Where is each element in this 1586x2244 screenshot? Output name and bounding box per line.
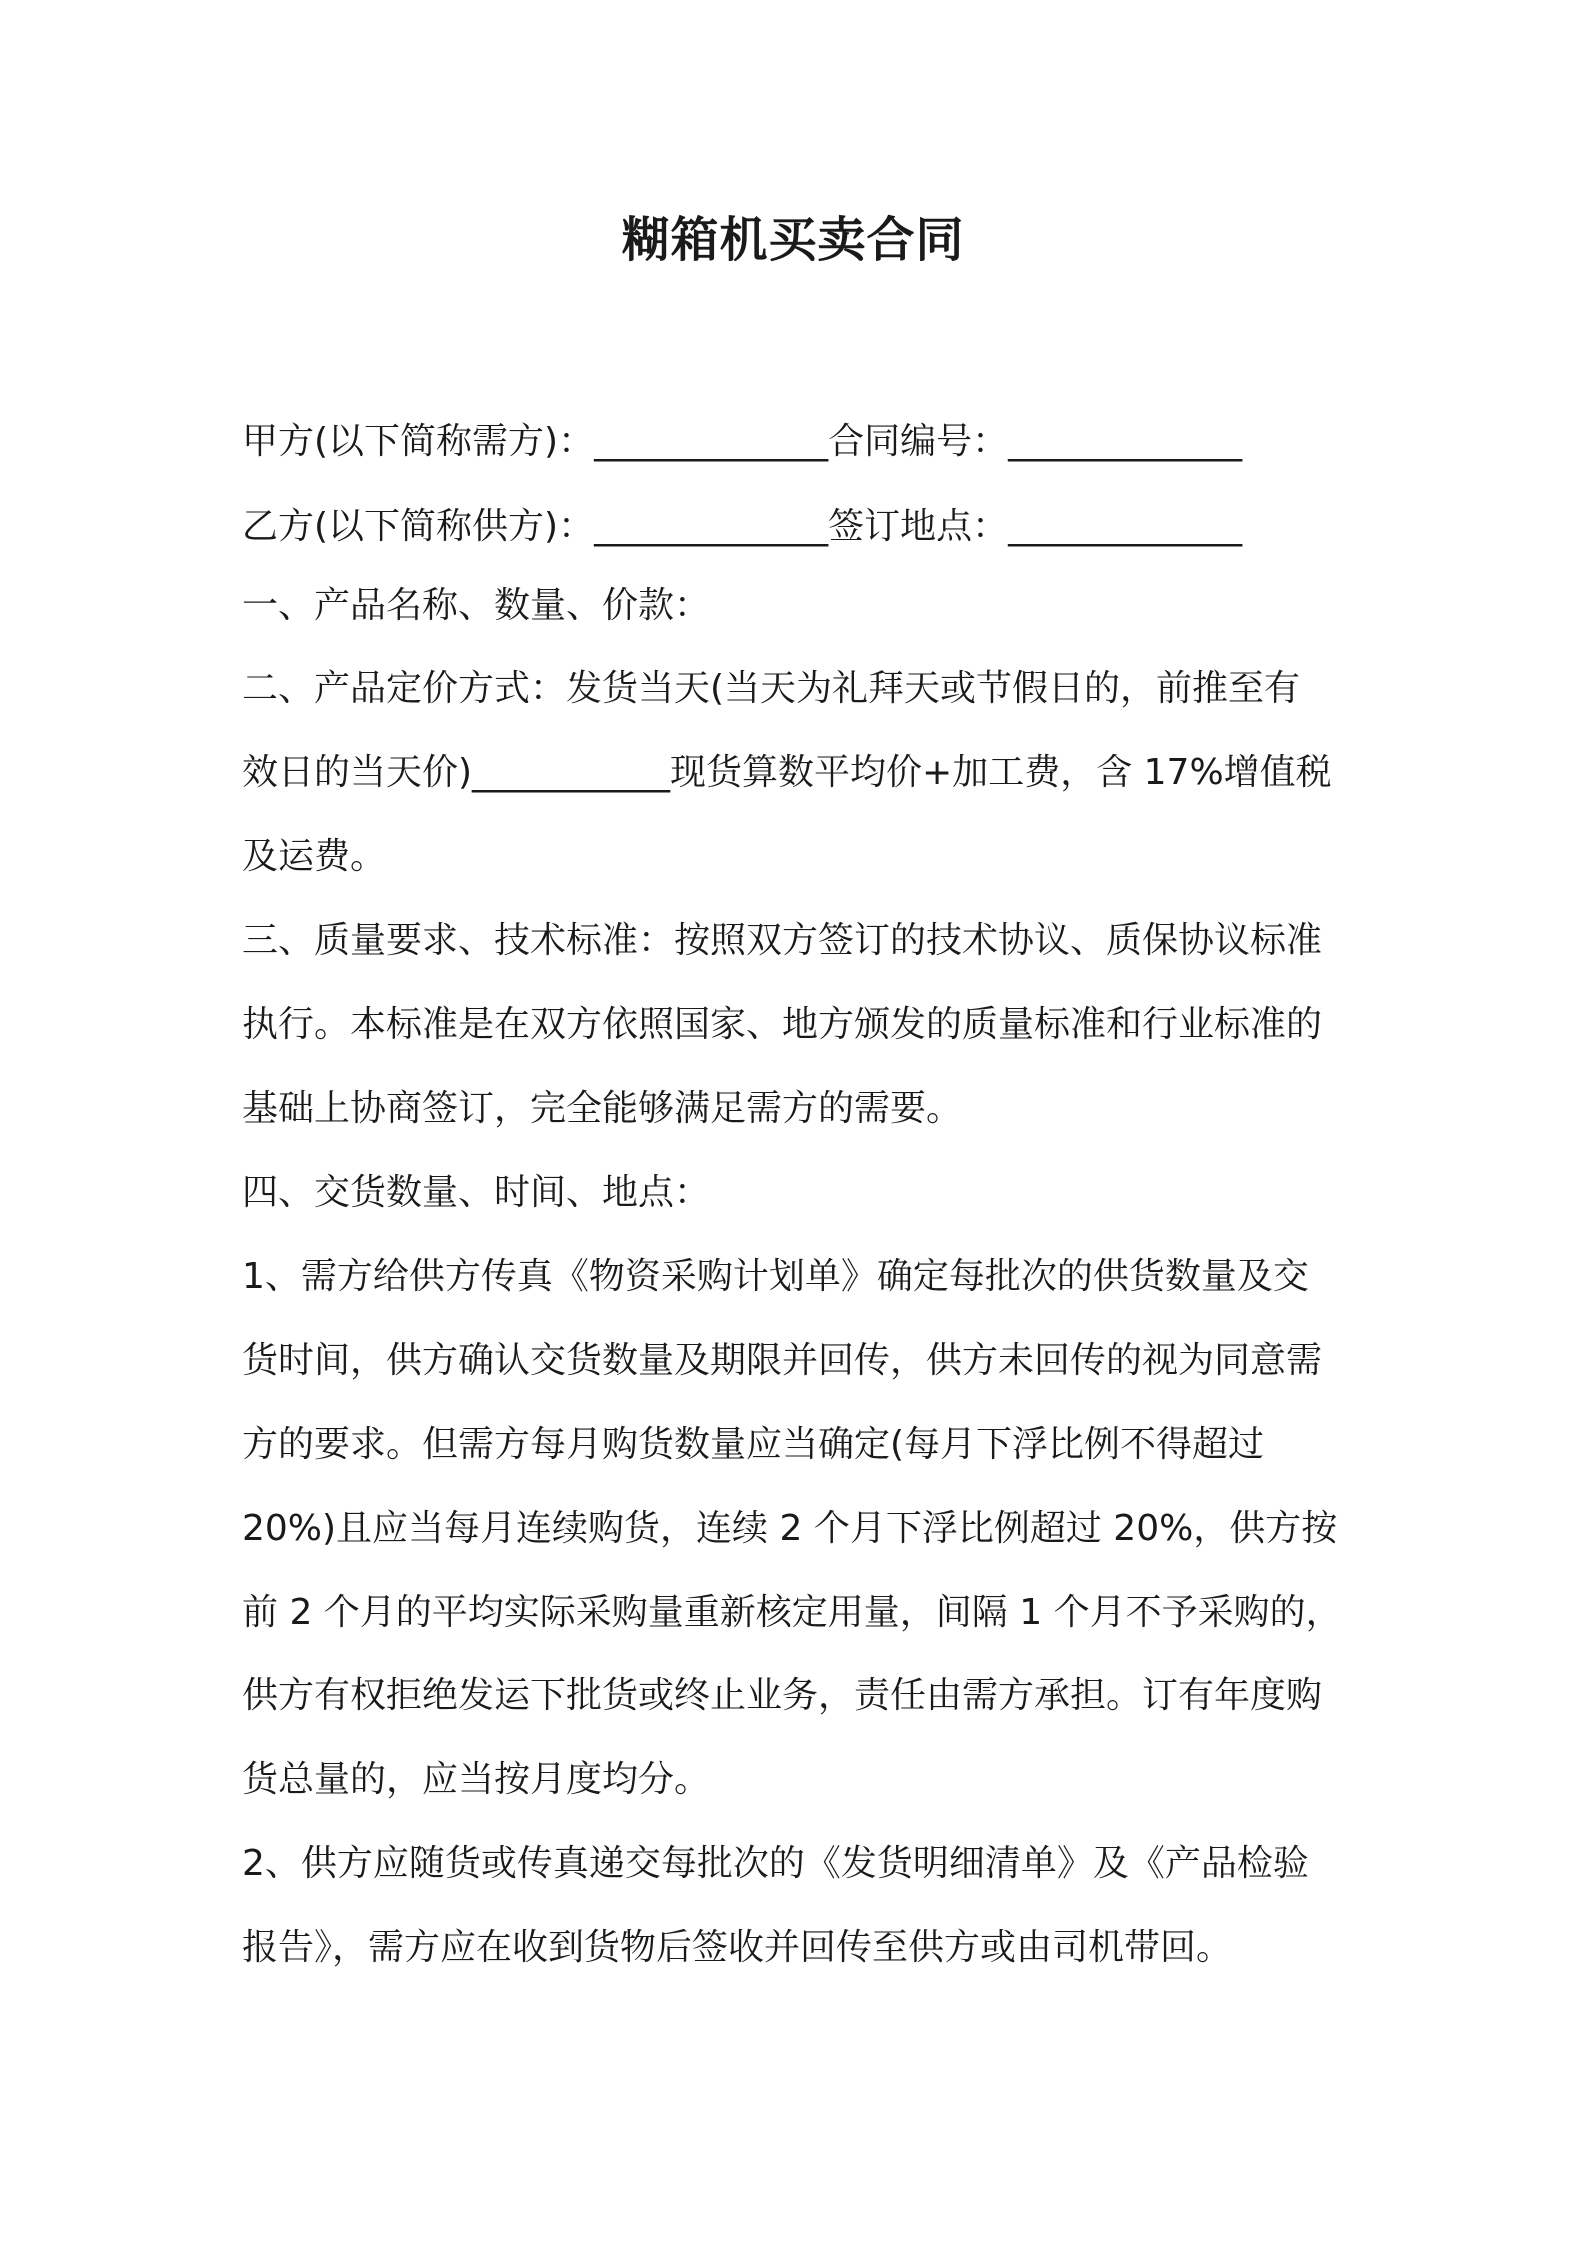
clause-1-line-4: 20%)且应当每月连续购货，连续 2 个月下浮比例超过 20%，供方按	[242, 1508, 1338, 1549]
clause-2-line-1: 2、供方应随货或传真递交每批次的《发货明细清单》及《产品检验	[242, 1843, 1309, 1884]
document-title: 糊箱机买卖合同	[621, 212, 965, 268]
section-3-line-2: 执行。本标准是在双方依照国家、地方颁发的质量标准和行业标准的	[242, 1004, 1323, 1045]
party-b-line: 乙方(以下简称供方)：_____________签订地点：_____________	[242, 506, 1243, 547]
clause-1-line-2: 货时间，供方确认交货数量及期限并回传，供方未回传的视为同意需	[242, 1340, 1323, 1381]
section-2-line-1: 二、产品定价方式：发货当天(当天为礼拜天或节假日的，前推至有	[242, 668, 1301, 709]
clause-1-line-3: 方的要求。但需方每月购货数量应当确定(每月下浮比例不得超过	[242, 1424, 1265, 1465]
clause-1-line-1: 1、需方给供方传真《物资采购计划单》确定每批次的供货数量及交	[242, 1256, 1309, 1297]
clause-2-line-2: 报告》，需方应在收到货物后签收并回传至供方或由司机带回。	[242, 1927, 1233, 1968]
section-1-heading: 一、产品名称、数量、价款：	[242, 585, 711, 626]
section-2-line-3: 及运费。	[242, 836, 387, 877]
clause-1-line-5: 前 2 个月的平均实际采购量重新核定用量，间隔 1 个月不予采购的，	[242, 1592, 1342, 1633]
clause-1-line-6: 供方有权拒绝发运下批货或终止业务，责任由需方承担。订有年度购	[242, 1675, 1323, 1716]
section-3-line-1: 三、质量要求、技术标准：按照双方签订的技术协议、质保协议标准	[242, 920, 1323, 961]
party-a-line: 甲方(以下简称需方)：_____________合同编号：_____________	[242, 421, 1243, 462]
clause-1-line-7: 货总量的，应当按月度均分。	[242, 1759, 711, 1800]
section-4-heading: 四、交货数量、时间、地点：	[242, 1172, 711, 1213]
section-2-line-2: 效日的当天价)___________现货算数平均价+加工费，含 17%增值税	[242, 752, 1332, 793]
section-3-line-3: 基础上协商签订，完全能够满足需方的需要。	[242, 1088, 963, 1129]
